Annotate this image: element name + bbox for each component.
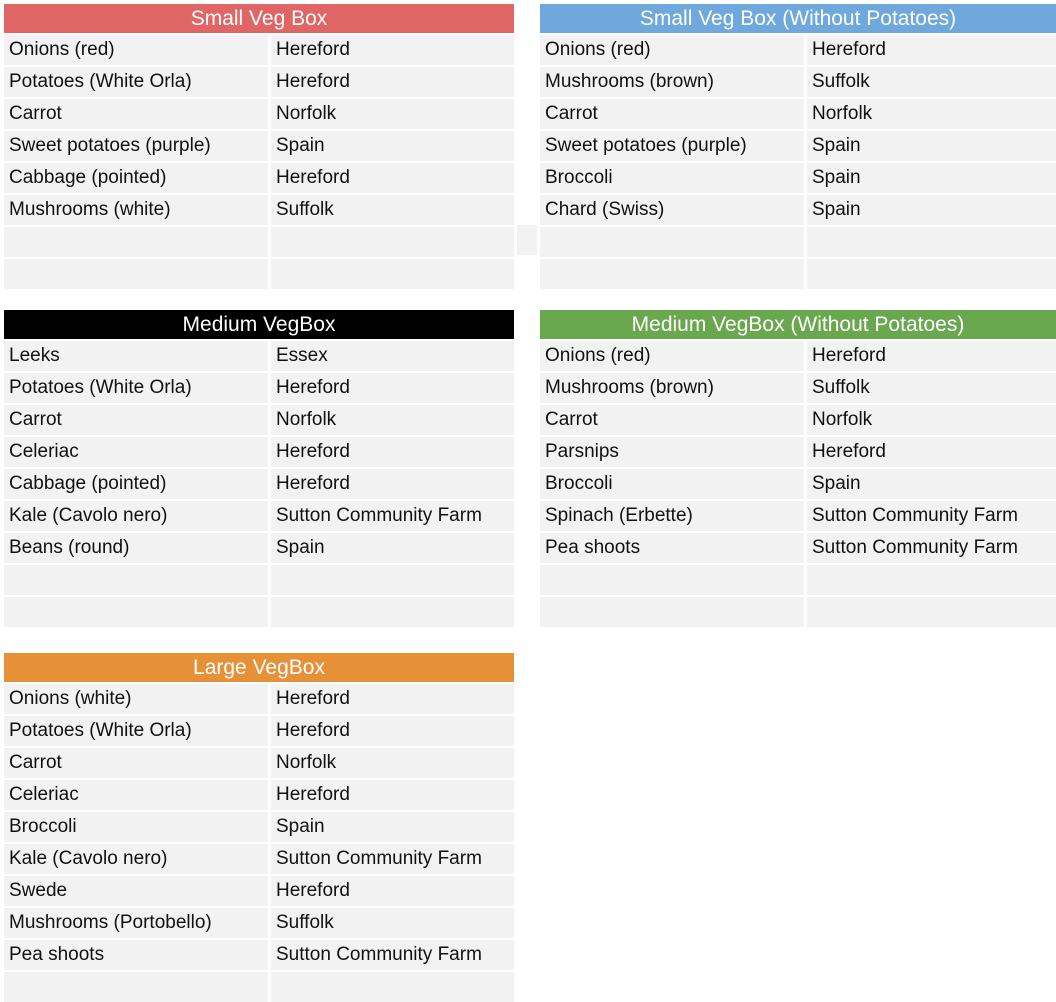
vegetable-cell[interactable]: Potatoes (White Orla) <box>4 373 268 403</box>
vegetable-cell[interactable] <box>4 972 268 1002</box>
vegetable-cell[interactable]: Kale (Cavolo nero) <box>4 844 268 874</box>
empty-spacer-cell <box>517 225 537 255</box>
origin-cell[interactable]: Spain <box>807 131 1056 161</box>
vegetable-cell[interactable]: Mushrooms (brown) <box>540 67 804 97</box>
table-row <box>4 940 514 970</box>
vegetable-cell[interactable]: Beans (round) <box>4 533 268 563</box>
table-row <box>4 501 514 531</box>
vegetable-cell[interactable]: Onions (white) <box>4 684 268 714</box>
vegetable-cell[interactable]: Carrot <box>4 748 268 778</box>
vegetable-cell[interactable] <box>540 227 804 257</box>
box-title: Small Veg Box (Without Potatoes) <box>540 4 1056 33</box>
origin-cell[interactable]: Norfolk <box>271 748 514 778</box>
table-row <box>4 195 514 225</box>
table-row <box>4 844 514 874</box>
origin-cell[interactable]: Hereford <box>807 35 1056 65</box>
origin-cell[interactable]: Hereford <box>271 469 514 499</box>
box-rows <box>540 35 1056 289</box>
vegetable-cell[interactable]: Cabbage (pointed) <box>4 163 268 193</box>
vegetable-cell[interactable] <box>4 565 268 595</box>
vegetable-cell[interactable]: Broccoli <box>4 812 268 842</box>
table-row <box>4 533 514 563</box>
vegetable-cell[interactable]: Swede <box>4 876 268 906</box>
vegetable-cell[interactable] <box>4 597 268 627</box>
medium-vegbox-without-potatoes-table <box>540 310 1056 627</box>
origin-cell[interactable]: Suffolk <box>807 67 1056 97</box>
vegetable-cell[interactable]: Chard (Swiss) <box>540 195 804 225</box>
table-row <box>4 812 514 842</box>
vegetable-cell[interactable]: Celeriac <box>4 780 268 810</box>
table-row <box>4 780 514 810</box>
table-row <box>4 227 514 257</box>
origin-cell[interactable]: Suffolk <box>271 908 514 938</box>
origin-cell[interactable]: Suffolk <box>807 373 1056 403</box>
origin-cell[interactable]: Suffolk <box>271 195 514 225</box>
table-row <box>540 195 1056 225</box>
vegetable-cell[interactable]: Onions (red) <box>540 35 804 65</box>
table-row <box>4 67 514 97</box>
origin-cell[interactable]: Hereford <box>271 437 514 467</box>
table-row <box>540 163 1056 193</box>
table-row <box>4 163 514 193</box>
vegetable-cell[interactable]: Leeks <box>4 341 268 371</box>
large-vegbox-table <box>4 653 514 1002</box>
origin-cell[interactable] <box>807 565 1056 595</box>
table-row <box>540 341 1056 371</box>
origin-cell[interactable]: Hereford <box>807 437 1056 467</box>
vegetable-cell[interactable]: Potatoes (White Orla) <box>4 67 268 97</box>
origin-cell[interactable] <box>807 597 1056 627</box>
box-title: Large VegBox <box>4 653 514 682</box>
vegetable-cell[interactable]: Potatoes (White Orla) <box>4 716 268 746</box>
table-row <box>540 533 1056 563</box>
origin-cell[interactable]: Hereford <box>271 716 514 746</box>
vegetable-cell[interactable]: Pea shoots <box>540 533 804 563</box>
vegetable-cell[interactable]: Kale (Cavolo nero) <box>4 501 268 531</box>
vegetable-cell[interactable]: Broccoli <box>540 469 804 499</box>
origin-cell[interactable]: Spain <box>807 163 1056 193</box>
origin-cell[interactable] <box>807 259 1056 289</box>
vegetable-cell[interactable]: Onions (red) <box>4 35 268 65</box>
table-row <box>540 565 1056 595</box>
origin-cell[interactable]: Sutton Community Farm <box>271 844 514 874</box>
origin-cell[interactable]: Spain <box>271 131 514 161</box>
vegetable-cell[interactable]: Sweet potatoes (purple) <box>540 131 804 161</box>
table-row <box>4 341 514 371</box>
vegetable-cell[interactable] <box>540 565 804 595</box>
box-title: Medium VegBox (Without Potatoes) <box>540 310 1056 339</box>
table-row <box>540 405 1056 435</box>
origin-cell[interactable]: Norfolk <box>807 99 1056 129</box>
box-rows <box>4 35 514 289</box>
table-row <box>540 131 1056 161</box>
table-row <box>4 405 514 435</box>
table-row <box>4 131 514 161</box>
origin-cell[interactable]: Hereford <box>271 163 514 193</box>
box-rows <box>540 341 1056 627</box>
vegetable-cell[interactable]: Celeriac <box>4 437 268 467</box>
vegetable-cell[interactable]: Pea shoots <box>4 940 268 970</box>
table-row <box>4 972 514 1002</box>
table-row <box>540 437 1056 467</box>
vegetable-cell[interactable]: Sweet potatoes (purple) <box>4 131 268 161</box>
origin-cell[interactable]: Hereford <box>271 780 514 810</box>
box-title: Medium VegBox <box>4 310 514 339</box>
table-row <box>540 67 1056 97</box>
table-row <box>540 501 1056 531</box>
origin-cell[interactable]: Hereford <box>807 341 1056 371</box>
origin-cell[interactable]: Hereford <box>271 373 514 403</box>
origin-cell[interactable]: Hereford <box>271 876 514 906</box>
table-row <box>4 437 514 467</box>
table-row <box>4 876 514 906</box>
vegetable-cell[interactable]: Broccoli <box>540 163 804 193</box>
origin-cell[interactable]: Sutton Community Farm <box>807 533 1056 563</box>
origin-cell[interactable] <box>271 259 514 289</box>
table-row <box>4 908 514 938</box>
vegetable-cell[interactable]: Cabbage (pointed) <box>4 469 268 499</box>
table-row <box>540 35 1056 65</box>
origin-cell[interactable]: Spain <box>271 812 514 842</box>
origin-cell[interactable] <box>271 227 514 257</box>
origin-cell[interactable]: Sutton Community Farm <box>807 501 1056 531</box>
table-row <box>4 597 514 627</box>
origin-cell[interactable]: Norfolk <box>271 99 514 129</box>
vegetable-cell[interactable] <box>540 259 804 289</box>
origin-cell[interactable]: Hereford <box>271 67 514 97</box>
table-row <box>4 99 514 129</box>
origin-cell[interactable]: Norfolk <box>271 405 514 435</box>
table-row <box>4 259 514 289</box>
origin-cell[interactable] <box>271 597 514 627</box>
table-row <box>540 99 1056 129</box>
box-rows <box>4 684 514 1002</box>
vegetable-cell[interactable] <box>4 259 268 289</box>
vegetable-cell[interactable]: Carrot <box>540 405 804 435</box>
vegetable-cell[interactable] <box>540 597 804 627</box>
table-row <box>4 469 514 499</box>
vegetable-cell[interactable] <box>4 227 268 257</box>
table-row <box>4 373 514 403</box>
origin-cell[interactable]: Norfolk <box>807 405 1056 435</box>
medium-vegbox-table <box>4 310 514 627</box>
origin-cell[interactable]: Sutton Community Farm <box>271 940 514 970</box>
vegetable-cell[interactable]: Onions (red) <box>540 341 804 371</box>
origin-cell[interactable]: Spain <box>807 469 1056 499</box>
vegetable-cell[interactable]: Parsnips <box>540 437 804 467</box>
origin-cell[interactable]: Spain <box>271 533 514 563</box>
table-row <box>540 469 1056 499</box>
table-row <box>540 227 1056 257</box>
table-row <box>540 259 1056 289</box>
origin-cell[interactable]: Hereford <box>271 35 514 65</box>
small-veg-box-without-potatoes-table <box>540 4 1056 289</box>
table-row <box>4 35 514 65</box>
box-rows <box>4 341 514 627</box>
table-row <box>540 597 1056 627</box>
vegetable-cell[interactable]: Mushrooms (brown) <box>540 373 804 403</box>
origin-cell[interactable]: Spain <box>807 195 1056 225</box>
origin-cell[interactable] <box>271 972 514 1002</box>
table-row <box>4 716 514 746</box>
vegetable-cell[interactable]: Carrot <box>4 99 268 129</box>
small-veg-box-table <box>4 4 514 289</box>
origin-cell[interactable]: Hereford <box>271 684 514 714</box>
origin-cell[interactable] <box>271 565 514 595</box>
vegetable-cell[interactable]: Spinach (Erbette) <box>540 501 804 531</box>
origin-cell[interactable] <box>807 227 1056 257</box>
table-row <box>540 373 1056 403</box>
vegetable-cell[interactable]: Carrot <box>540 99 804 129</box>
table-row <box>4 565 514 595</box>
origin-cell[interactable]: Essex <box>271 341 514 371</box>
table-row <box>4 748 514 778</box>
table-row <box>4 684 514 714</box>
vegetable-cell[interactable]: Mushrooms (Portobello) <box>4 908 268 938</box>
origin-cell[interactable]: Sutton Community Farm <box>271 501 514 531</box>
box-title: Small Veg Box <box>4 4 514 33</box>
vegetable-cell[interactable]: Mushrooms (white) <box>4 195 268 225</box>
vegetable-cell[interactable]: Carrot <box>4 405 268 435</box>
